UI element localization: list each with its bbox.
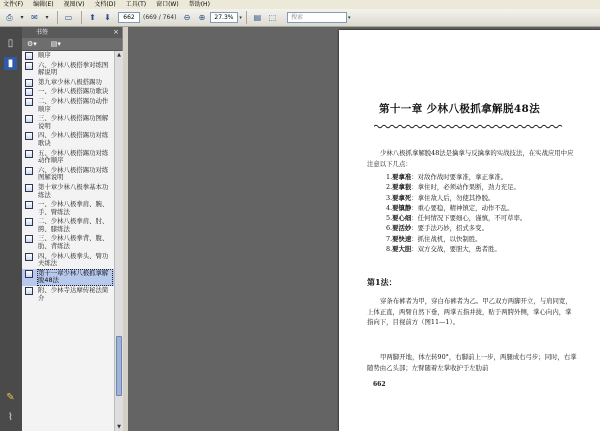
panel-toolbar bbox=[22, 38, 122, 51]
bookmark-item[interactable] bbox=[22, 87, 114, 97]
comments-icon[interactable]: ✎ bbox=[6, 392, 15, 403]
bookmark-icon bbox=[25, 184, 33, 192]
bookmark-label: 一、少林八极拳肩、腕、手、臂练法 bbox=[38, 200, 109, 216]
bookmark-label: 二、少林八极搭踢功动作顺序 bbox=[38, 96, 109, 113]
close-icon[interactable]: × bbox=[113, 28, 119, 36]
key-points-list bbox=[386, 172, 576, 254]
bookmark-icon bbox=[25, 167, 33, 175]
menu-document[interactable]: 文档(D) bbox=[94, 1, 116, 8]
decorative-divider bbox=[374, 124, 564, 129]
document-page bbox=[339, 30, 600, 431]
toolbar bbox=[0, 9, 600, 27]
bookmark-icon bbox=[25, 235, 33, 243]
bookmark-label: 顺序 bbox=[38, 51, 51, 59]
bookmark-item[interactable] bbox=[22, 200, 114, 217]
menu-view[interactable]: 视图(V) bbox=[63, 1, 85, 8]
bookmarks-icon[interactable]: ▮ bbox=[4, 57, 17, 70]
comment-icon[interactable]: ▭ bbox=[64, 13, 73, 22]
key-point: 6.要活妙：要手法巧妙，招式多变。 bbox=[386, 224, 488, 233]
bookmark-icon bbox=[25, 270, 33, 278]
key-point: 5.要心细：任何情况下要细心，谨慎，不可草率。 bbox=[386, 214, 527, 223]
key-point: 3.要拿死：拿住敌人后，勿使其挣脱。 bbox=[386, 193, 495, 202]
bookmark-item[interactable] bbox=[22, 51, 114, 61]
email-icon[interactable]: ✉ bbox=[31, 13, 38, 22]
menu-window[interactable]: 窗口(W) bbox=[156, 1, 179, 8]
scrollbar-thumb[interactable] bbox=[116, 336, 122, 396]
key-point: 4.要镇静：重心要稳，精神镇定，动作不乱。 bbox=[386, 203, 514, 212]
menu-help[interactable]: 帮助(H) bbox=[188, 1, 210, 8]
next-page-icon[interactable]: ⬇ bbox=[104, 13, 111, 22]
menu-file[interactable]: 文件(F) bbox=[3, 1, 24, 8]
page-total: (669 / 764) bbox=[143, 14, 177, 21]
bookmark-icon bbox=[25, 98, 33, 106]
method-paragraph: 穿条布裤者为甲，穿白布裤者为乙。甲乙双方两脚开立，与肩同宽，上体正直，两臂自然下垂，两掌五指并拢，贴于两胯外侧，掌心向内，掌指向下，目视前方（图11—1）。 bbox=[367, 297, 572, 326]
toolbar-separator bbox=[81, 11, 82, 24]
chevron-down-icon[interactable]: ▾ bbox=[239, 14, 242, 21]
bookmark-item[interactable] bbox=[22, 114, 114, 131]
print-icon[interactable]: ⎙ bbox=[6, 12, 13, 22]
scroll-up-icon[interactable]: ▲ bbox=[117, 52, 121, 58]
menu-edit[interactable]: 编辑(E) bbox=[33, 1, 54, 8]
chevron-down-icon[interactable]: ▾ bbox=[347, 14, 351, 21]
bookmark-label: 附、少林寺达摩传秘法简介 bbox=[38, 286, 109, 302]
intro-paragraph: 少林八极抓拿解脱48法是擒拿与反擒拿的实战技法，在实战应用中应注意以下几点： bbox=[367, 149, 574, 168]
bookmark-label: 一、少林八极搭踢功歌诀 bbox=[38, 87, 109, 96]
page-number-input[interactable]: 662 bbox=[118, 12, 140, 23]
bookmark-icon bbox=[25, 132, 33, 140]
chevron-down-icon[interactable]: ▾ bbox=[20, 14, 24, 21]
chevron-down-icon[interactable]: ▾ bbox=[45, 14, 49, 21]
bookmark-item[interactable] bbox=[22, 252, 114, 269]
bookmark-label: 第十章少林八极拳基本功练法 bbox=[38, 182, 109, 199]
bookmark-item[interactable] bbox=[22, 217, 114, 234]
panel-header bbox=[22, 27, 122, 38]
fit-page-icon[interactable]: ▤ bbox=[253, 13, 262, 22]
bookmark-item[interactable] bbox=[22, 97, 114, 114]
key-point: 8.要大胆：双方交战，要胆大，勇者胜。 bbox=[386, 245, 501, 254]
method-paragraph: 甲两脚开地，体左转90°，右脚前上一步，两腿成右弓步；同时，右掌随势由乙头部；左臂随着左掌收护于左肋前 bbox=[367, 353, 577, 372]
bookmark-icon bbox=[25, 287, 33, 295]
zoom-input[interactable]: 27.3% bbox=[210, 12, 238, 23]
bookmark-label: 四、少林八极搭踢功对练歌诀 bbox=[38, 131, 109, 147]
bookmark-icon bbox=[25, 88, 33, 96]
key-point: 2.要拿狠：拿住时，必须动作果断，劲力充足。 bbox=[386, 183, 520, 192]
zoom-in-icon[interactable]: ⊕ bbox=[198, 13, 206, 22]
bookmark-item[interactable] bbox=[22, 61, 114, 78]
bookmark-icon bbox=[25, 62, 33, 70]
bookmark-icon bbox=[25, 79, 33, 87]
options-icon[interactable]: ⚙▾ bbox=[27, 40, 37, 48]
scroll-down-icon[interactable]: ▼ bbox=[117, 424, 121, 430]
panel-title: 书签 bbox=[36, 29, 49, 36]
bookmark-label: 二、少林八极拳肩、肘、胯、膝练法 bbox=[38, 217, 109, 233]
bookmark-label: 六、少林八极搭踢功对练图解说明 bbox=[38, 165, 109, 182]
bookmark-item[interactable] bbox=[22, 183, 114, 200]
bookmark-item[interactable] bbox=[22, 131, 114, 148]
search-input[interactable]: 搜索 bbox=[287, 12, 347, 23]
bookmark-icon bbox=[25, 115, 33, 123]
bookmarks-panel bbox=[22, 27, 123, 431]
key-point: 1.要拿准：对敌作战时要拿准，拿正拿准。 bbox=[386, 173, 508, 181]
toolbar-separator bbox=[246, 11, 247, 24]
bookmark-item[interactable] bbox=[22, 149, 114, 166]
bookmark-item[interactable] bbox=[22, 166, 114, 183]
menu-bar bbox=[0, 0, 600, 9]
bookmark-tree bbox=[22, 51, 114, 431]
bookmark-icon bbox=[25, 218, 33, 226]
zoom-out-icon[interactable]: ⊖ bbox=[183, 13, 191, 22]
bookmark-item[interactable] bbox=[22, 286, 114, 303]
bookmark-label: 五、少林八极搭踢功对练动作顺序 bbox=[38, 148, 109, 165]
menu-tools[interactable]: 工具(T) bbox=[125, 1, 147, 8]
bookmark-label: 第九章少林八极搭踢功 bbox=[38, 77, 102, 86]
bookmark-label: 三、少林八极搭踢功图解说明 bbox=[38, 114, 109, 130]
bookmark-item[interactable] bbox=[22, 78, 114, 88]
bookmark-scrollbar[interactable] bbox=[114, 51, 123, 431]
page-number: 662 bbox=[373, 381, 386, 388]
toolbar-separator bbox=[57, 11, 58, 24]
document-viewer bbox=[128, 27, 600, 431]
bookmark-label: 四、少林八极拳头、臂功夫练法 bbox=[38, 251, 109, 268]
bookmark-item-selected[interactable] bbox=[22, 269, 114, 286]
expand-bookmark-icon[interactable]: ▤▾ bbox=[50, 40, 61, 48]
chapter-title: 第十一章 少林八极抓拿解脱48法 bbox=[379, 103, 541, 115]
fit-width-icon[interactable]: ⬚ bbox=[268, 13, 277, 22]
previous-page-icon[interactable]: ⬆ bbox=[89, 13, 96, 22]
bookmark-label: 六、少林八极搭拳对练图解说明 bbox=[38, 60, 109, 77]
attachment-icon[interactable]: ⌇ bbox=[8, 412, 13, 423]
method-heading: 第1法： bbox=[367, 277, 397, 287]
bookmark-icon bbox=[25, 52, 33, 60]
bookmark-item[interactable] bbox=[22, 234, 114, 251]
bookmark-icon bbox=[25, 150, 33, 158]
navigation-strip bbox=[0, 27, 22, 431]
key-point: 7.要快速：抓住战机，以快制胜。 bbox=[386, 234, 482, 243]
bookmark-label: 第十一章少林八极抓拿解脱48法 bbox=[38, 270, 112, 285]
bookmark-icon bbox=[25, 253, 33, 261]
bookmark-icon bbox=[25, 201, 33, 209]
bookmark-label: 三、少林八极拳背、腹、肋、背练法 bbox=[38, 234, 109, 251]
pages-icon[interactable]: ▯ bbox=[7, 38, 14, 49]
